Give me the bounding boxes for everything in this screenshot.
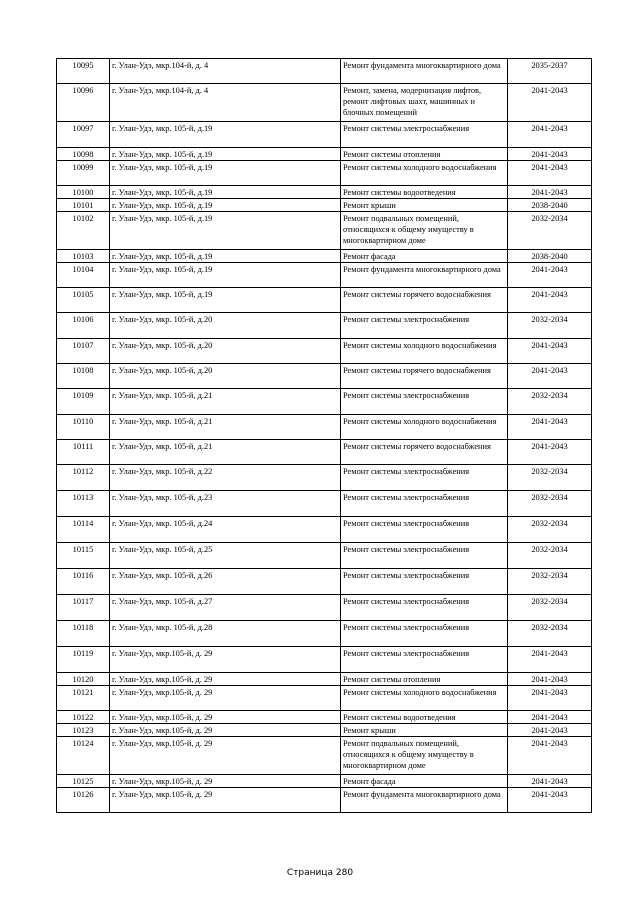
cell-work-type: Ремонт системы электроснабжения bbox=[341, 389, 508, 415]
cell-number: 10121 bbox=[57, 686, 110, 711]
table-row bbox=[57, 415, 592, 440]
cell-work-type: Ремонт системы электроснабжения bbox=[341, 621, 508, 647]
cell-work-type: Ремонт системы холодного водоснабжения bbox=[341, 415, 508, 440]
cell-number: 10125 bbox=[57, 775, 110, 788]
table-row bbox=[57, 199, 592, 212]
cell-work-type: Ремонт системы электроснабжения bbox=[341, 465, 508, 491]
cell-address: г. Улан-Удэ, мкр. 105-й, д.28 bbox=[110, 621, 341, 647]
cell-work-type: Ремонт системы электроснабжения bbox=[341, 647, 508, 673]
table-row bbox=[57, 724, 592, 737]
cell-address: г. Улан-Удэ, мкр.104-й, д. 4 bbox=[110, 84, 341, 122]
cell-number: 10113 bbox=[57, 491, 110, 517]
cell-address: г. Улан-Удэ, мкр. 105-й, д.22 bbox=[110, 465, 341, 491]
table-row bbox=[57, 647, 592, 673]
cell-address: г. Улан-Удэ, мкр.105-й, д. 29 bbox=[110, 686, 341, 711]
cell-period: 2041-2043 bbox=[508, 186, 592, 199]
cell-period: 2032-2034 bbox=[508, 621, 592, 647]
cell-number: 10096 bbox=[57, 84, 110, 122]
cell-address: г. Улан-Удэ, мкр. 105-й, д.19 bbox=[110, 212, 341, 250]
cell-work-type: Ремонт системы горячего водоснабжения bbox=[341, 364, 508, 389]
cell-address: г. Улан-Удэ, мкр.105-й, д. 29 bbox=[110, 711, 341, 724]
cell-address: г. Улан-Удэ, мкр.105-й, д. 29 bbox=[110, 647, 341, 673]
cell-number: 10122 bbox=[57, 711, 110, 724]
table-row bbox=[57, 517, 592, 543]
cell-number: 10120 bbox=[57, 673, 110, 686]
cell-period: 2035-2037 bbox=[508, 59, 592, 84]
table-row bbox=[57, 263, 592, 288]
cell-work-type: Ремонт фасада bbox=[341, 250, 508, 263]
cell-address: г. Улан-Удэ, мкр.105-й, д. 29 bbox=[110, 788, 341, 813]
cell-work-type: Ремонт системы горячего водоснабжения bbox=[341, 288, 508, 313]
cell-number: 10103 bbox=[57, 250, 110, 263]
cell-address: г. Улан-Удэ, мкр. 105-й, д.27 bbox=[110, 595, 341, 621]
cell-period: 2038-2040 bbox=[508, 199, 592, 212]
cell-address: г. Улан-Удэ, мкр. 105-й, д.20 bbox=[110, 364, 341, 389]
cell-work-type: Ремонт подвальных помещений, относящихся к общему имуществу в многоквартирном доме bbox=[341, 212, 508, 250]
cell-address: г. Улан-Удэ, мкр. 105-й, д.21 bbox=[110, 389, 341, 415]
cell-number: 10095 bbox=[57, 59, 110, 84]
cell-address: г. Улан-Удэ, мкр. 105-й, д.19 bbox=[110, 161, 341, 186]
table-row bbox=[57, 364, 592, 389]
table-row bbox=[57, 59, 592, 84]
cell-number: 10112 bbox=[57, 465, 110, 491]
cell-period: 2041-2043 bbox=[508, 148, 592, 161]
table-row bbox=[57, 389, 592, 415]
table-row bbox=[57, 440, 592, 465]
cell-number: 10098 bbox=[57, 148, 110, 161]
cell-work-type: Ремонт фундамента многоквартирного дома bbox=[341, 263, 508, 288]
table-row bbox=[57, 186, 592, 199]
cell-period: 2041-2043 bbox=[508, 263, 592, 288]
cell-address: г. Улан-Удэ, мкр. 105-й, д.21 bbox=[110, 440, 341, 465]
cell-number: 10104 bbox=[57, 263, 110, 288]
cell-period: 2041-2043 bbox=[508, 440, 592, 465]
cell-work-type: Ремонт системы водоотведения bbox=[341, 186, 508, 199]
cell-period: 2041-2043 bbox=[508, 288, 592, 313]
cell-address: г. Улан-Удэ, мкр. 105-й, д.20 bbox=[110, 313, 341, 339]
cell-work-type: Ремонт системы электроснабжения bbox=[341, 595, 508, 621]
cell-number: 10110 bbox=[57, 415, 110, 440]
table-row bbox=[57, 250, 592, 263]
cell-address: г. Улан-Удэ, мкр. 105-й, д.24 bbox=[110, 517, 341, 543]
table-row bbox=[57, 569, 592, 595]
cell-number: 10117 bbox=[57, 595, 110, 621]
cell-address: г. Улан-Удэ, мкр.105-й, д. 29 bbox=[110, 673, 341, 686]
cell-period: 2032-2034 bbox=[508, 389, 592, 415]
cell-period: 2032-2034 bbox=[508, 491, 592, 517]
cell-number: 10116 bbox=[57, 569, 110, 595]
cell-work-type: Ремонт системы электроснабжения bbox=[341, 517, 508, 543]
cell-number: 10115 bbox=[57, 543, 110, 569]
table-row bbox=[57, 543, 592, 569]
cell-period: 2041-2043 bbox=[508, 161, 592, 186]
cell-period: 2032-2034 bbox=[508, 569, 592, 595]
cell-address: г. Улан-Удэ, мкр. 105-й, д.25 bbox=[110, 543, 341, 569]
cell-address: г. Улан-Удэ, мкр. 105-й, д.19 bbox=[110, 263, 341, 288]
cell-work-type: Ремонт фундамента многоквартирного дома bbox=[341, 788, 508, 813]
cell-number: 10108 bbox=[57, 364, 110, 389]
cell-address: г. Улан-Удэ, мкр. 105-й, д.19 bbox=[110, 199, 341, 212]
cell-period: 2041-2043 bbox=[508, 339, 592, 364]
page-number: Страница 280 bbox=[286, 868, 354, 878]
cell-number: 10114 bbox=[57, 517, 110, 543]
table-row bbox=[57, 673, 592, 686]
cell-period: 2041-2043 bbox=[508, 686, 592, 711]
cell-number: 10111 bbox=[57, 440, 110, 465]
cell-number: 10107 bbox=[57, 339, 110, 364]
cell-address: г. Улан-Удэ, мкр. 105-й, д.23 bbox=[110, 491, 341, 517]
cell-work-type: Ремонт системы холодного водоснабжения bbox=[341, 339, 508, 364]
cell-work-type: Ремонт системы отопления bbox=[341, 673, 508, 686]
cell-address: г. Улан-Удэ, мкр. 105-й, д.21 bbox=[110, 415, 341, 440]
cell-work-type: Ремонт крыши bbox=[341, 199, 508, 212]
cell-period: 2041-2043 bbox=[508, 647, 592, 673]
cell-period: 2032-2034 bbox=[508, 595, 592, 621]
cell-number: 10099 bbox=[57, 161, 110, 186]
cell-address: г. Улан-Удэ, мкр.105-й, д. 29 bbox=[110, 737, 341, 775]
cell-number: 10109 bbox=[57, 389, 110, 415]
cell-address: г. Улан-Удэ, мкр. 105-й, д.19 bbox=[110, 122, 341, 148]
cell-period: 2041-2043 bbox=[508, 364, 592, 389]
cell-number: 10123 bbox=[57, 724, 110, 737]
table-row bbox=[57, 212, 592, 250]
table-row bbox=[57, 595, 592, 621]
table-row bbox=[57, 288, 592, 313]
cell-work-type: Ремонт системы отопления bbox=[341, 148, 508, 161]
cell-address: г. Улан-Удэ, мкр. 105-й, д.19 bbox=[110, 148, 341, 161]
cell-work-type: Ремонт системы холодного водоснабжения bbox=[341, 161, 508, 186]
repair-schedule-table bbox=[56, 58, 592, 813]
cell-work-type: Ремонт системы электроснабжения bbox=[341, 491, 508, 517]
cell-period: 2041-2043 bbox=[508, 415, 592, 440]
cell-period: 2032-2034 bbox=[508, 543, 592, 569]
table-row bbox=[57, 737, 592, 775]
cell-number: 10106 bbox=[57, 313, 110, 339]
cell-number: 10118 bbox=[57, 621, 110, 647]
cell-period: 2032-2034 bbox=[508, 212, 592, 250]
table-row bbox=[57, 775, 592, 788]
cell-work-type: Ремонт фундамента многоквартирного дома bbox=[341, 59, 508, 84]
cell-work-type: Ремонт фасада bbox=[341, 775, 508, 788]
cell-work-type: Ремонт, замена, модернизация лифтов, ремонт лифтовых шахт, машинных и блочных помещений bbox=[341, 84, 508, 122]
cell-work-type: Ремонт системы электроснабжения bbox=[341, 543, 508, 569]
table-body bbox=[57, 59, 592, 813]
cell-period: 2032-2034 bbox=[508, 313, 592, 339]
table-row bbox=[57, 788, 592, 813]
cell-address: г. Улан-Удэ, мкр. 105-й, д.19 bbox=[110, 250, 341, 263]
cell-address: г. Улан-Удэ, мкр. 105-й, д.20 bbox=[110, 339, 341, 364]
cell-period: 2041-2043 bbox=[508, 673, 592, 686]
cell-address: г. Улан-Удэ, мкр. 105-й, д.19 bbox=[110, 186, 341, 199]
table-row bbox=[57, 313, 592, 339]
cell-address: г. Улан-Удэ, мкр. 105-й, д.26 bbox=[110, 569, 341, 595]
cell-work-type: Ремонт системы холодного водоснабжения bbox=[341, 686, 508, 711]
cell-period: 2041-2043 bbox=[508, 788, 592, 813]
table-row bbox=[57, 161, 592, 186]
cell-number: 10101 bbox=[57, 199, 110, 212]
cell-period: 2041-2043 bbox=[508, 84, 592, 122]
cell-address: г. Улан-Удэ, мкр. 105-й, д.19 bbox=[110, 288, 341, 313]
cell-address: г. Улан-Удэ, мкр.105-й, д. 29 bbox=[110, 775, 341, 788]
cell-number: 10105 bbox=[57, 288, 110, 313]
cell-period: 2041-2043 bbox=[508, 737, 592, 775]
cell-period: 2038-2040 bbox=[508, 250, 592, 263]
cell-address: г. Улан-Удэ, мкр.104-й, д. 4 bbox=[110, 59, 341, 84]
cell-number: 10126 bbox=[57, 788, 110, 813]
cell-work-type: Ремонт системы водоотведения bbox=[341, 711, 508, 724]
cell-number: 10097 bbox=[57, 122, 110, 148]
cell-period: 2041-2043 bbox=[508, 724, 592, 737]
table-row bbox=[57, 621, 592, 647]
cell-period: 2032-2034 bbox=[508, 517, 592, 543]
cell-period: 2032-2034 bbox=[508, 465, 592, 491]
table-row bbox=[57, 84, 592, 122]
cell-work-type: Ремонт системы электроснабжения bbox=[341, 313, 508, 339]
cell-work-type: Ремонт крыши bbox=[341, 724, 508, 737]
cell-number: 10100 bbox=[57, 186, 110, 199]
cell-address: г. Улан-Удэ, мкр.105-й, д. 29 bbox=[110, 724, 341, 737]
table-row bbox=[57, 465, 592, 491]
cell-number: 10119 bbox=[57, 647, 110, 673]
table-row bbox=[57, 491, 592, 517]
cell-number: 10124 bbox=[57, 737, 110, 775]
cell-period: 2041-2043 bbox=[508, 711, 592, 724]
cell-work-type: Ремонт системы электроснабжения bbox=[341, 569, 508, 595]
cell-period: 2041-2043 bbox=[508, 122, 592, 148]
cell-work-type: Ремонт системы электроснабжения bbox=[341, 122, 508, 148]
cell-number: 10102 bbox=[57, 212, 110, 250]
table-row bbox=[57, 339, 592, 364]
table-row bbox=[57, 686, 592, 711]
table-row bbox=[57, 711, 592, 724]
cell-work-type: Ремонт подвальных помещений, относящихся к общему имуществу в многоквартирном доме bbox=[341, 737, 508, 775]
table-row bbox=[57, 122, 592, 148]
cell-period: 2041-2043 bbox=[508, 775, 592, 788]
table-row bbox=[57, 148, 592, 161]
cell-work-type: Ремонт системы горячего водоснабжения bbox=[341, 440, 508, 465]
